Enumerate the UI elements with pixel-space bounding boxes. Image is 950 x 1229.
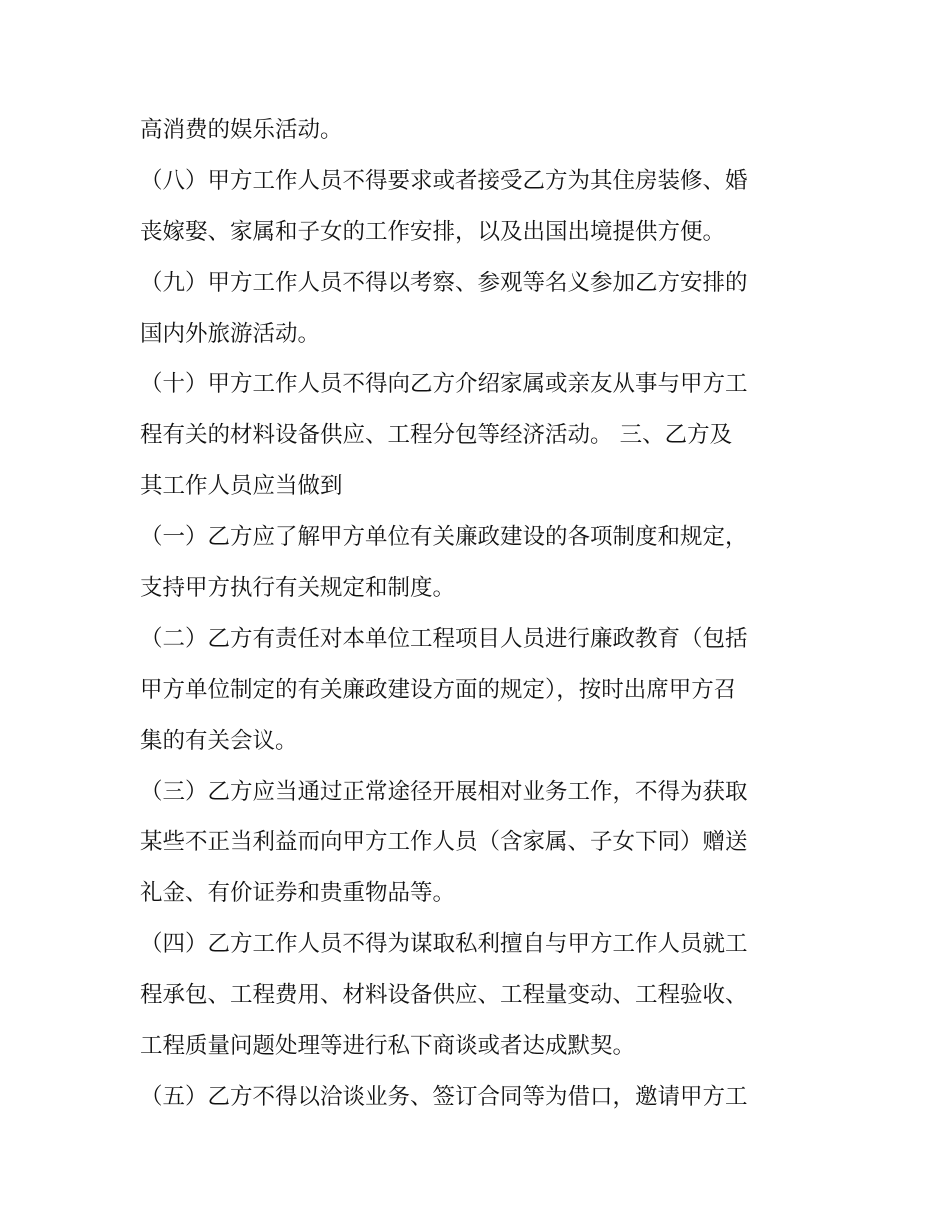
text-line: （一）乙方应了解甲方单位有关廉政建设的各项制度和规定， — [140, 524, 748, 551]
text-line: （四）乙方工作人员不得为谋取私利擅自与甲方工作人员就工 — [140, 931, 748, 958]
document-page — [140, 105, 820, 1123]
text-line: 其工作人员应当做到 — [140, 473, 343, 500]
text-line: 礼金、有价证券和贵重物品等。 — [140, 880, 456, 907]
text-line: 甲方单位制定的有关廉政建设方面的规定），按时出席甲方召 — [140, 676, 737, 703]
text-line: （五）乙方不得以洽谈业务、签订合同等为借口，邀请甲方工 — [140, 1083, 748, 1110]
text-line: （十）甲方工作人员不得向乙方介绍家属或亲友从事与甲方工 — [140, 371, 748, 398]
text-line: 程承包、工程费用、材料设备供应、工程量变动、工程验收、 — [140, 982, 748, 1009]
text-line: 程有关的材料设备供应、工程分包等经济活动。 三、乙方及 — [140, 422, 733, 449]
text-line: 支持甲方执行有关规定和制度。 — [140, 575, 456, 602]
text-line: 丧嫁娶、家属和子女的工作安排，以及出国出境提供方便。 — [140, 218, 726, 245]
text-line: （九）甲方工作人员不得以考察、参观等名义参加乙方安排的 — [140, 269, 748, 296]
text-line: 高消费的娱乐活动。 — [140, 117, 343, 143]
text-line: 某些不正当利益而向甲方工作人员（含家属、子女下同）赠送 — [140, 829, 748, 856]
text-line: （三）乙方应当通过正常途径开展相对业务工作，不得为获取 — [140, 778, 748, 805]
text-line: （八）甲方工作人员不得要求或者接受乙方为其住房装修、婚 — [140, 167, 748, 194]
text-line: 工程质量问题处理等进行私下商谈或者达成默契。 — [140, 1033, 636, 1060]
text-line: 国内外旅游活动。 — [140, 320, 321, 347]
text-line: （二）乙方有责任对本单位工程项目人员进行廉政教育（包括 — [140, 625, 748, 652]
text-line: 集的有关会议。 — [140, 727, 298, 754]
